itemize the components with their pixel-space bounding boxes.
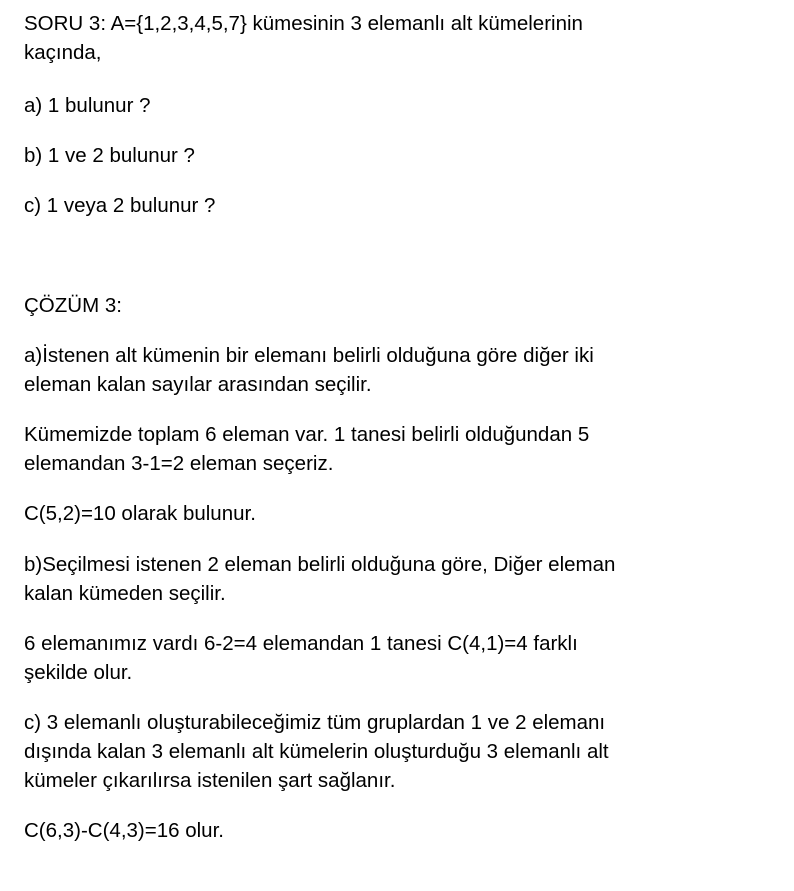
question-title-line-1: SORU 3: A={1,2,3,4,5,7} kümesinin 3 elemanlı alt kümelerinin: [24, 12, 583, 35]
solution-b-line-1: b)Seçilmesi istenen 2 eleman belirli olduğuna göre, Diğer eleman: [24, 553, 616, 576]
solution-b2-line-2: şekilde olur.: [24, 661, 133, 684]
solution-a2-line-2: elemandan 3-1=2 eleman seçeriz.: [24, 452, 334, 475]
solution-c-result: C(6,3)-C(4,3)=16 olur.: [24, 819, 224, 842]
solution-c-line-2: dışında kalan 3 elemanlı alt kümelerin oluşturduğu 3 elemanlı alt: [24, 740, 609, 763]
solution-b-line-2: kalan kümeden seçilir.: [24, 582, 226, 605]
solution-c-line-3: kümeler çıkarılırsa istenilen şart sağlanır.: [24, 769, 396, 792]
solution-c-line-1: c) 3 elemanlı oluşturabileceğimiz tüm gruplardan 1 ve 2 elemanı: [24, 711, 606, 734]
solution-b2-line-1: 6 elemanımız vardı 6-2=4 elemandan 1 tanesi C(4,1)=4 farklı: [24, 632, 578, 655]
solution-heading: ÇÖZÜM 3:: [24, 294, 122, 317]
question-part-a: a) 1 bulunur ?: [24, 94, 151, 117]
question-part-b: b) 1 ve 2 bulunur ?: [24, 144, 195, 167]
solution-a-line-1: a)İstenen alt kümenin bir elemanı belirli olduğuna göre diğer iki: [24, 344, 594, 367]
solution-a2-line-1: Kümemizde toplam 6 eleman var. 1 tanesi belirli olduğundan 5: [24, 423, 590, 446]
question-title-line-2: kaçında,: [24, 41, 102, 64]
solution-a-result: C(5,2)=10 olarak bulunur.: [24, 502, 256, 525]
question-part-c: c) 1 veya 2 bulunur ?: [24, 194, 216, 217]
solution-a-line-2: eleman kalan sayılar arasından seçilir.: [24, 373, 372, 396]
